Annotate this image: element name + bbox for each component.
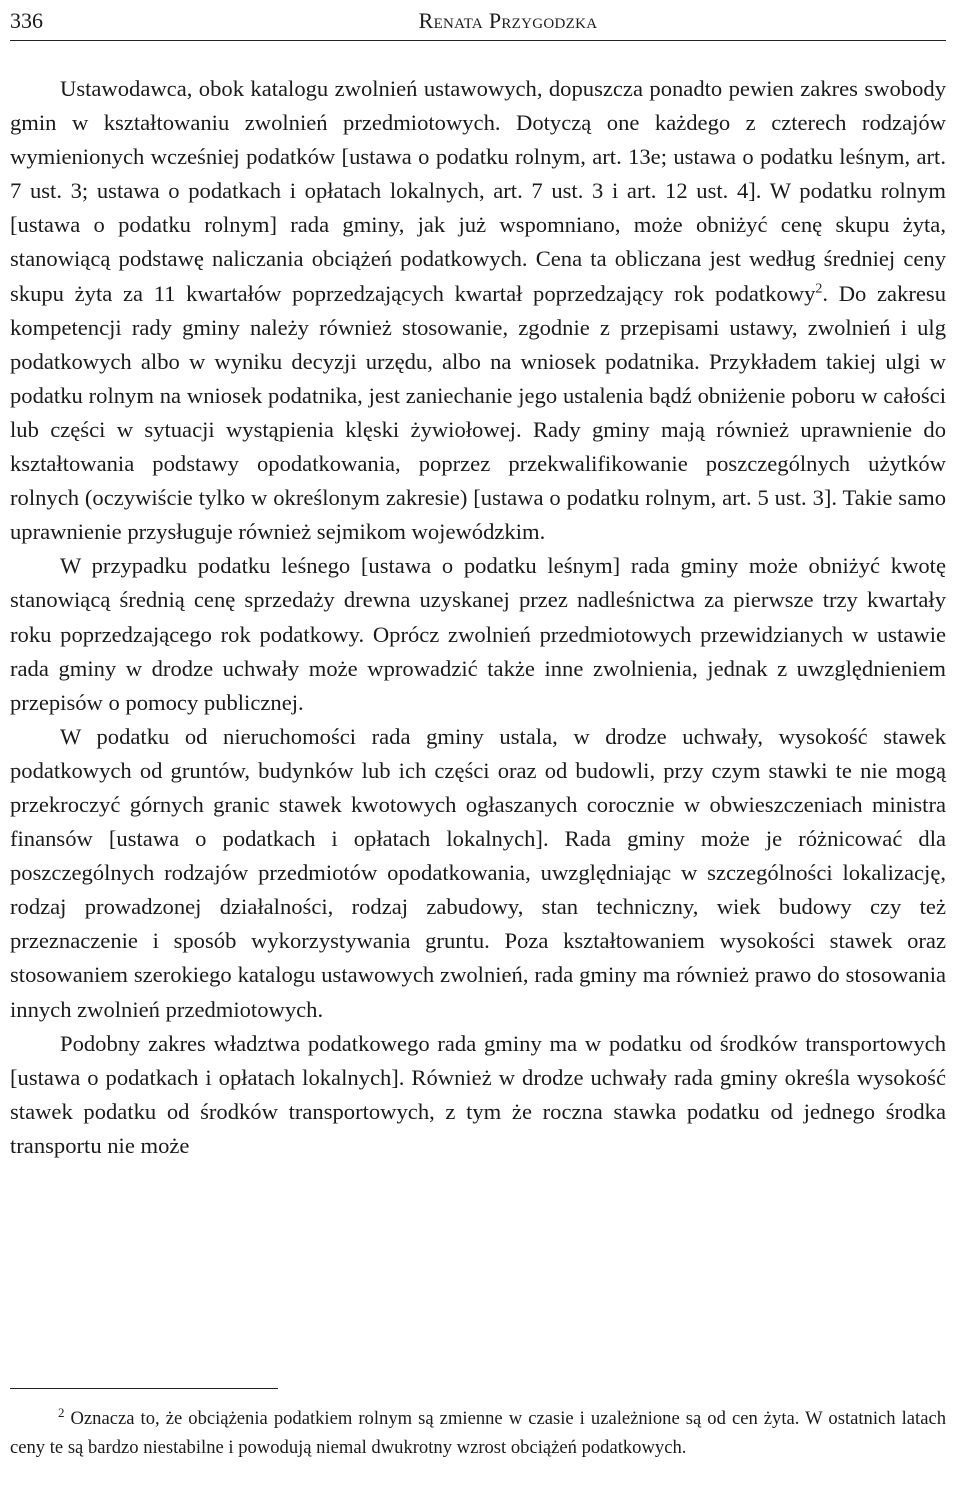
paragraph-text: . Do zakresu kompetencji rady gminy należy również stosowanie, zgodnie z przepisami ustawy, zwolnień i ulg podatkowych albo w wyniku decyzji urzędu, albo na wniosek podatnika. Przykładem takiej ulgi w podatku rolnym na wniosek podatnika, jest zaniechanie jego ustalenia bądź obniżenie poboru w całości lub części w sytuacji wystąpienia klęski żywiołowej. Rady gminy mają również uprawnienie do kształtowania podstawy opodatkowania, poprzez przekwalifikowanie poszczególnych użytków rolnych (oczywiście tylko w określonym zakresie) [ustawa o podatku rolnym, art. 5 ust. 3]. Takie samo uprawnienie przysługuje również sejmikom wojewódzkim. (10, 280, 947, 545)
running-header (10, 0, 946, 41)
footnotes (10, 1404, 946, 1462)
paragraph: W podatku od nieruchomości rada gminy ustala, w drodze uchwały, wysokość stawek podatkowych od gruntów, budynków lub ich części oraz od budowli, przy czym stawki te nie mogą przekroczyć górnych granic stawek kwotowych ogłaszanych corocznie w obwieszczeniach ministra finansów [ustawa o podatkach i opłatach lokalnych]. Rada gminy może je różnicować dla poszczególnych rodzajów przedmiotów opodatkowania, uwzględniając w szczególności lokalizację, rodzaj prowadzonej działalności, rodzaj zabudowy, stan techniczny, wiek budowy czy też przeznaczenie i sposób wykorzystywania gruntu. Poza kształtowaniem wysokości stawek oraz stosowaniem szerokiego katalogu ustawowych zwolnień, rada gminy ma również prawo do stosowania innych zwolnień przedmiotowych. (10, 723, 946, 1022)
footnote (10, 1404, 946, 1462)
paragraph (10, 72, 946, 549)
paragraph: Podobny zakres władztwa podatkowego rada gminy ma w podatku od środków transportowych [ustawa o podatkach i opłatach lokalnych]. Również w drodze uchwały rada gminy określa wysokość stawek podatku od środków transportowych, z tym że roczna stawka podatku od jednego środka transportu nie może (10, 1030, 946, 1158)
footnote-separator (10, 1388, 278, 1389)
paragraph-text: Ustawodawca, obok katalogu zwolnień ustawowych, dopuszcza ponadto pewien zakres swobody gmin w kształtowaniu zwolnień przedmiotowych. Dotyczą one każdego z czterech rodzajów wymienionych wcześniej podatków [ustawa o podatku rolnym, art. 13e; ustawa o podatku leśnym, art. 7 ust. 3; ustawa o podatkach i opłatach lokalnych, art. 7 ust. 3 i art. 12 ust. 4]. W podatku rolnym [ustawa o podatku rolnym] rada gminy, jak już wspomniano, może obniżyć cenę skupu żyta, stanowiącą podstawę naliczania obciążeń podatkowych. Cena ta obliczana jest według średniej ceny skupu żyta za 11 kwartałów poprzedzających kwartał poprzedzający rok podatkowy (10, 76, 946, 306)
footnote-mark: 2 (58, 1404, 65, 1420)
page-number: 336 (10, 8, 43, 33)
footnote-text: Oznacza to, że obciążenia podatkiem rolnym są zmienne w czasie i uzależnione są od cen żyta. W ostatnich latach ceny te są bardzo niestabilne i powodują niemal dwukrotny wzrost obciążeń podatkowych. (10, 1408, 946, 1458)
running-title: Renata Przygodzka (418, 8, 598, 33)
paragraph: W przypadku podatku leśnego [ustawa o podatku leśnym] rada gminy może obniżyć kwotę stanowiącą średnią cenę sprzedaży drewna uzyskanej przez nadleśnictwa za pierwsze trzy kwartały roku poprzedzającego rok podatkowy. Oprócz zwolnień przedmiotowych przewidzianych w ustawie rada gminy w drodze uchwały może wprowadzić także inne zwolnienia, jednak z uwzględnieniem przepisów o pomocy publicznej. (10, 553, 946, 715)
body-text (10, 72, 946, 1163)
footnote-reference[interactable]: 2 (815, 281, 823, 297)
